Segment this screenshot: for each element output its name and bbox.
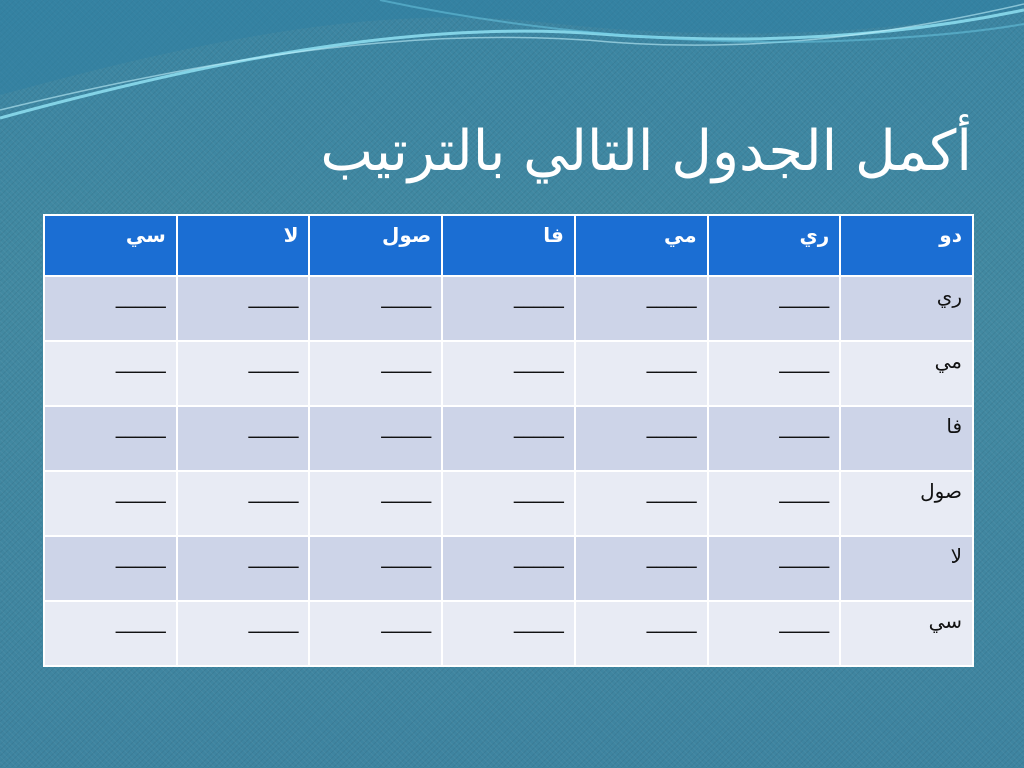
blank-cell: _____ bbox=[309, 406, 442, 471]
column-header: فا bbox=[442, 215, 575, 276]
table-row bbox=[44, 406, 973, 471]
blank-cell: _____ bbox=[44, 471, 177, 536]
blank-cell: _____ bbox=[309, 601, 442, 666]
blank-cell: _____ bbox=[442, 601, 575, 666]
blank-cell: _____ bbox=[442, 536, 575, 601]
blank-cell: _____ bbox=[44, 341, 177, 406]
table-row bbox=[44, 471, 973, 536]
column-header: مي bbox=[575, 215, 708, 276]
blank-cell: _____ bbox=[442, 276, 575, 341]
blank-cell: _____ bbox=[309, 341, 442, 406]
table-row bbox=[44, 601, 973, 666]
solfege-table bbox=[43, 214, 974, 667]
table-header-row bbox=[44, 215, 973, 276]
table-row bbox=[44, 536, 973, 601]
blank-cell: _____ bbox=[708, 276, 841, 341]
blank-cell: _____ bbox=[44, 601, 177, 666]
blank-cell: _____ bbox=[44, 406, 177, 471]
table-row bbox=[44, 341, 973, 406]
blank-cell: _____ bbox=[177, 601, 310, 666]
table-row bbox=[44, 276, 973, 341]
blank-cell: _____ bbox=[309, 536, 442, 601]
row-label: لا bbox=[840, 536, 973, 601]
blank-cell: _____ bbox=[708, 471, 841, 536]
blank-cell: _____ bbox=[442, 471, 575, 536]
column-header: ري bbox=[708, 215, 841, 276]
blank-cell: _____ bbox=[575, 471, 708, 536]
slide-title: أكمل الجدول التالي بالترتيب bbox=[320, 119, 972, 184]
blank-cell: _____ bbox=[575, 536, 708, 601]
blank-cell: _____ bbox=[177, 536, 310, 601]
blank-cell: _____ bbox=[708, 536, 841, 601]
blank-cell: _____ bbox=[708, 341, 841, 406]
column-header: صول bbox=[309, 215, 442, 276]
blank-cell: _____ bbox=[44, 276, 177, 341]
blank-cell: _____ bbox=[177, 471, 310, 536]
blank-cell: _____ bbox=[575, 406, 708, 471]
blank-cell: _____ bbox=[442, 406, 575, 471]
blank-cell: _____ bbox=[575, 276, 708, 341]
blank-cell: _____ bbox=[177, 341, 310, 406]
column-header: سي bbox=[44, 215, 177, 276]
blank-cell: _____ bbox=[309, 471, 442, 536]
blank-cell: _____ bbox=[177, 406, 310, 471]
decorative-waves bbox=[0, 0, 1024, 130]
column-header: دو bbox=[840, 215, 973, 276]
row-label: صول bbox=[840, 471, 973, 536]
column-header: لا bbox=[177, 215, 310, 276]
blank-cell: _____ bbox=[575, 341, 708, 406]
row-label: فا bbox=[840, 406, 973, 471]
blank-cell: _____ bbox=[442, 341, 575, 406]
blank-cell: _____ bbox=[44, 536, 177, 601]
row-label: مي bbox=[840, 341, 973, 406]
blank-cell: _____ bbox=[309, 276, 442, 341]
blank-cell: _____ bbox=[708, 406, 841, 471]
blank-cell: _____ bbox=[177, 276, 310, 341]
solfege-table-container bbox=[43, 214, 974, 667]
row-label: ري bbox=[840, 276, 973, 341]
blank-cell: _____ bbox=[575, 601, 708, 666]
blank-cell: _____ bbox=[708, 601, 841, 666]
row-label: سي bbox=[840, 601, 973, 666]
